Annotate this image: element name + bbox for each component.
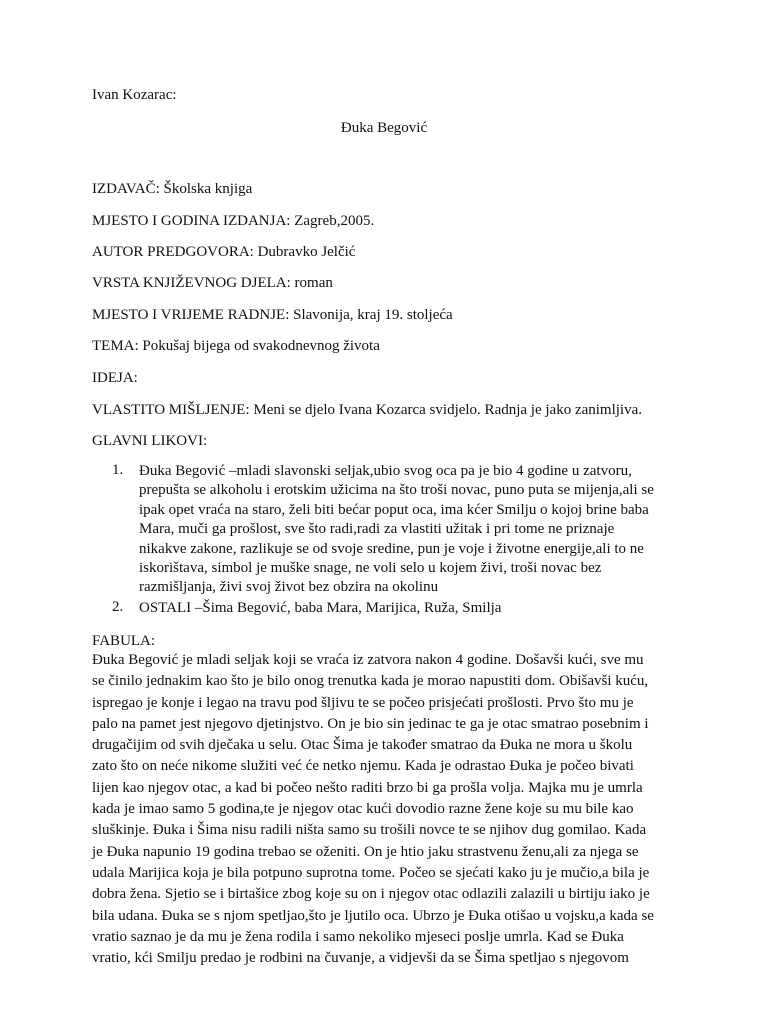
field-label: MJESTO I VRIJEME RADNJE: — [92, 307, 290, 323]
field-label: IZDAVAČ: — [92, 181, 160, 197]
list-item-number: 2. — [112, 598, 124, 615]
fabula-line: Đuka Begović je mladi seljak koji se vraća iz zatvora nakon 4 godine. Došavši kući, sve mu — [92, 652, 644, 668]
author-line: Ivan Kozarac: — [92, 87, 177, 103]
field-setting — [92, 306, 453, 325]
characters-list — [92, 462, 692, 619]
field-value: Zagreb,2005. — [294, 213, 375, 229]
field-label: TEMA: — [92, 338, 139, 354]
field-opinion — [92, 401, 642, 420]
field-label: AUTOR PREDGOVORA: — [92, 244, 254, 260]
field-value: Dubravko Jelčić — [257, 244, 356, 260]
field-genre — [92, 274, 333, 293]
field-publisher — [92, 180, 252, 199]
fabula-body — [92, 650, 692, 969]
fabula-line: se činilo jednakim kao što je bilo onog trenutka kada je morao napustiti dom. Obišavši kuću, — [92, 673, 649, 690]
field-label: VRSTA KNJIŽEVNOG DJELA: — [92, 275, 291, 291]
field-theme — [92, 337, 380, 356]
field-label: GLAVNI LIKOVI: — [92, 433, 208, 449]
fabula-line: je Đuka napunio 19 godina trebao se oženiti. On je htio jaku strastvenu ženu,ali za njega se — [92, 843, 639, 860]
fabula-line: lijen kao njegov otac, a kad bi počeo nešto raditi brzo bi ga prošla volja. Majka mu je umrla — [92, 779, 643, 796]
field-place-year — [92, 212, 374, 231]
field-main-characters — [92, 432, 207, 451]
fabula-line: dobra žena. Sjetio se i birtašice zbog koje su on i njegov otac odlazili zalazili u birtiju iako je — [92, 886, 650, 903]
fabula-line: udala Marijica koja je bila potpuno suprotna tome. Počeo se sjećati kako ju je mučio,a bila je — [92, 864, 650, 881]
list-item — [92, 462, 692, 598]
field-label: IDEJA: — [92, 370, 138, 386]
fabula-line: vratio, kći Smilju predao je rodbini na čuvanje, a vidjevši da se Šima spetljao s njegovom — [92, 950, 629, 967]
list-item-number: 1. — [112, 462, 124, 478]
list-item — [92, 599, 692, 618]
fabula-line: vratio saznao je da mu je žena rodila i samo nekoliko mjeseci poslje umrla. Kad se Đuka — [92, 928, 624, 945]
field-label: VLASTITO MIŠLJENJE: — [92, 402, 250, 418]
fabula-line: sluškinje. Đuka i Šima nisu radili ništa samo su trošili novce te se njihov dug gomilao. Kada — [92, 822, 647, 839]
fabula-line: bila udana. Đuka se s njom spetljao,što je ljutilo oca. Ubrzo je Đuka otišao u vojsku,a kada se — [92, 907, 654, 924]
field-value: roman — [294, 275, 333, 291]
field-value: Slavonija, kraj 19. stoljeća — [293, 307, 453, 323]
book-title: Đuka Begović — [340, 120, 428, 136]
field-value: Školska knjiga — [163, 181, 253, 197]
field-idea — [92, 369, 138, 388]
fabula-line: zato što on neće nikome služiti već će netko njemu. Kada je odrastao Đuka je počeo bivati — [92, 758, 634, 775]
fabula-line: drugačijim od svih dječaka u selu. Otac Šima je također smatrao da Đuka ne mora u školu — [92, 737, 633, 754]
field-foreword-author — [92, 243, 355, 262]
list-item-text: Đuka Begović –mladi slavonski seljak,ubio svog oca pa je bio 4 godine u zatvoru, prepušta se alkoholu i erotskim užicima na što troši novac, puno puta se mijenja,ali se ipak opet vraća na staro, želi biti bećar poput oca, ima kćer Smilju o kojoj brine baba Mara, muči ga prošlost, sve što radi,radi za vlastiti užitak i pri tome ne priznaje nikakve zakone, razlikuje se od svoje sredine, pun je voje i životne energije,ali to ne iskorištava, simbol je muške snage, ne voli selo u kojem živi, troši novac bez razmišljanja, živi svoj život bez obzira na okolinu — [139, 463, 654, 596]
fabula-line: palo na pamet jest njegovo djetinjstvo. On je bio sin jedinac te ga je otac smatrao posebnim i — [92, 715, 649, 732]
fabula-heading: FABULA: — [92, 633, 156, 649]
fabula-line: ispregao je konje i legao na travu pod šljivu te se počeo prisjećati prošlosti. Prvo što mu je — [92, 694, 634, 711]
field-label: MJESTO I GODINA IZDANJA: — [92, 213, 291, 229]
fabula-line: kada je imao samo 5 godina,te je njegov otac kući dovodio razne žene koje su mu bile kao — [92, 801, 634, 818]
field-value: Pokušaj bijega od svakodnevnog života — [142, 338, 380, 354]
field-value: Meni se djelo Ivana Kozarca svidjelo. Radnja je jako zanimljiva. — [253, 402, 643, 418]
list-item-text: OSTALI –Šima Begović, baba Mara, Marijica, Ruža, Smilja — [139, 599, 502, 616]
